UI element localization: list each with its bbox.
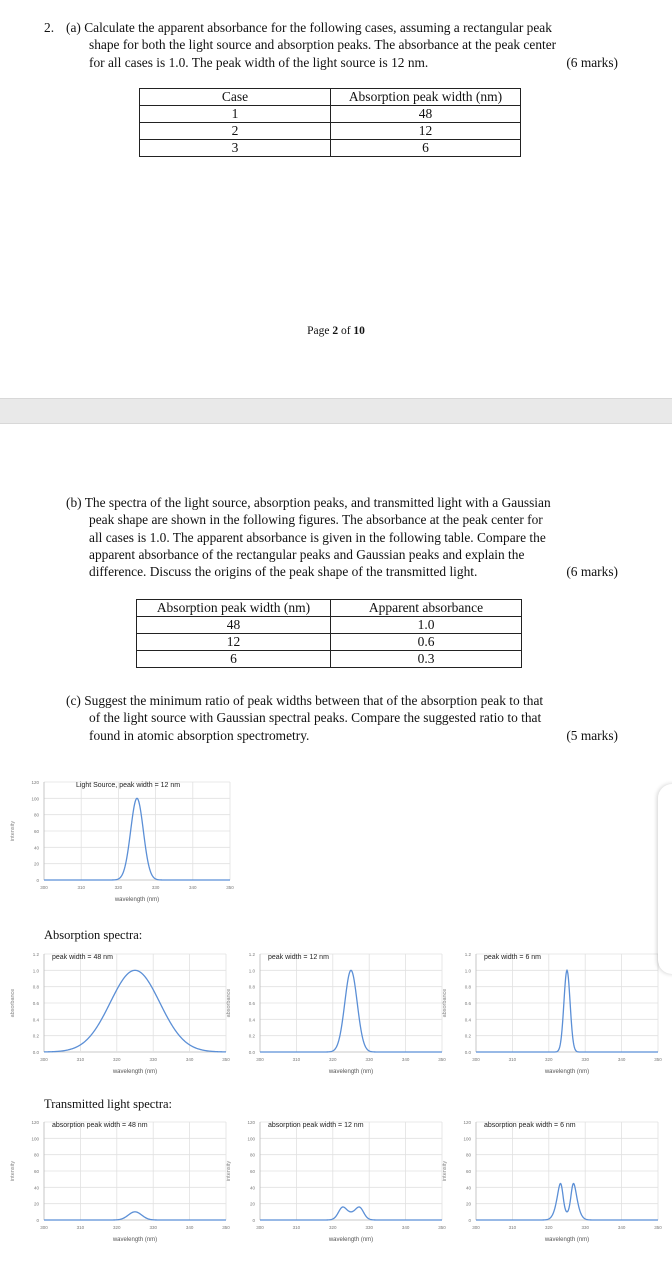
y-tick-label: 120 [31, 1120, 39, 1125]
x-axis-label: wavelength (nm) [544, 1237, 590, 1243]
part-b-line-5 [66, 563, 618, 580]
y-tick-label: 100 [31, 1136, 39, 1142]
part-b-line-2: peak shape are shown in the following figures. The absorbance at the peak center for [89, 512, 543, 528]
part-b-line-4: apparent absorbance of the rectangular peaks and Gaussian peaks and explain the [89, 546, 525, 562]
x-tick-label: 350 [222, 1057, 230, 1062]
x-tick-label: 310 [292, 1225, 301, 1230]
x-tick-label: 300 [256, 1225, 264, 1230]
part-c-line-2: of the light source with Gaussian spectral peaks. Compare the suggested ratio to that [89, 710, 542, 726]
table-cell: 1.0 [331, 617, 522, 634]
y-axis-label: intensity [10, 820, 16, 842]
transmitted-chart-48nm [0, 1112, 240, 1252]
y-tick-label: 0.4 [32, 1017, 39, 1023]
series-line [44, 798, 230, 880]
x-tick-label: 320 [113, 1057, 121, 1062]
y-tick-label: 0 [468, 1218, 471, 1223]
chart-title: absorption peak width = 48 nm [52, 1122, 148, 1129]
part-b-table [136, 599, 522, 668]
y-tick-label: 100 [463, 1136, 471, 1142]
part-b-line-1: (b) The spectra of the light source, absorption peaks, and transmitted light with a Gaussian [66, 495, 551, 510]
y-axis-label: intensity [226, 1160, 232, 1182]
table-row [140, 140, 521, 157]
x-axis-label: wavelength (nm) [112, 1237, 158, 1243]
absorption-chart-48nm [0, 944, 240, 1084]
y-tick-label: 40 [33, 845, 39, 851]
x-tick-label: 300 [40, 1057, 48, 1062]
x-tick-label: 350 [654, 1057, 662, 1062]
table-header: Apparent absorbance [331, 600, 522, 617]
chart-title: absorption peak width = 12 nm [268, 1122, 364, 1129]
page-footer [0, 325, 672, 337]
y-tick-label: 120 [463, 1120, 471, 1125]
table-cell: 12 [331, 123, 521, 140]
x-tick-label: 330 [581, 1057, 589, 1062]
question-number: 2. [44, 20, 55, 35]
x-tick-label: 300 [472, 1225, 480, 1230]
x-tick-label: 310 [508, 1225, 517, 1230]
table-cell: 2 [140, 123, 331, 140]
x-tick-label: 340 [401, 1057, 410, 1062]
x-tick-label: 340 [617, 1057, 626, 1062]
x-tick-label: 310 [76, 1057, 85, 1062]
table-header-row [137, 600, 522, 617]
y-tick-label: 1.2 [248, 952, 255, 957]
x-tick-label: 320 [545, 1225, 553, 1230]
y-axis-label: absorbance [10, 988, 16, 1018]
x-axis-label: wavelength (nm) [328, 1237, 374, 1243]
x-tick-label: 320 [329, 1057, 337, 1062]
x-tick-label: 320 [114, 885, 123, 890]
y-tick-label: 20 [33, 1201, 39, 1207]
part-a-line-3 [66, 54, 618, 71]
y-tick-label: 80 [33, 812, 39, 818]
x-axis-label: wavelength (nm) [328, 1069, 374, 1075]
x-axis-label: wavelength (nm) [112, 1069, 158, 1075]
table-cell: 48 [137, 617, 331, 634]
x-tick-label: 330 [149, 1057, 157, 1062]
table-row [140, 123, 521, 140]
part-c-text [66, 692, 618, 744]
y-tick-label: 0.4 [464, 1017, 471, 1023]
x-tick-label: 310 [77, 885, 85, 890]
y-tick-label: 0.8 [32, 984, 39, 990]
y-tick-label: 0.6 [464, 1001, 471, 1006]
x-tick-label: 330 [149, 1225, 157, 1230]
part-a-text [66, 19, 618, 71]
chart-title: peak width = 48 nm [52, 954, 113, 961]
chart-title: peak width = 6 nm [484, 954, 542, 961]
y-tick-label: 0.8 [464, 984, 471, 990]
part-b-marks: (6 marks) [566, 564, 618, 580]
footer-page-total: 10 [353, 325, 365, 337]
y-tick-label: 0.6 [248, 1001, 255, 1006]
table-cell: 6 [137, 651, 331, 668]
y-tick-label: 20 [465, 1201, 471, 1207]
y-tick-label: 1.2 [464, 952, 471, 957]
y-axis-label: intensity [10, 1160, 16, 1182]
y-tick-label: 0 [36, 1218, 39, 1223]
table-cell: 3 [140, 140, 331, 157]
x-tick-label: 320 [329, 1225, 337, 1230]
y-tick-label: 0.8 [248, 984, 255, 990]
x-tick-label: 300 [40, 1225, 48, 1230]
y-tick-label: 40 [33, 1185, 39, 1191]
x-tick-label: 350 [438, 1225, 446, 1230]
table-row [137, 651, 522, 668]
x-tick-label: 350 [226, 885, 234, 890]
x-tick-label: 330 [151, 885, 160, 890]
x-axis-label: wavelength (nm) [114, 897, 160, 903]
absorption-chart-12nm [216, 944, 452, 1084]
y-axis-label: absorbance [442, 988, 448, 1018]
x-axis-label: wavelength (nm) [544, 1069, 590, 1075]
table-cell: 12 [137, 634, 331, 651]
part-b-line-3: all cases is 1.0. The apparent absorbance is given in the following table. Compare the [89, 529, 546, 545]
table-row [137, 634, 522, 651]
x-tick-label: 330 [581, 1225, 589, 1230]
part-c-line-1: (c) Suggest the minimum ratio of peak widths between that of the absorption peak to that [66, 693, 544, 708]
table-header: Case [140, 89, 331, 106]
table-cell: 0.6 [331, 634, 522, 651]
x-tick-label: 300 [256, 1057, 264, 1062]
x-tick-label: 300 [472, 1057, 480, 1062]
absorption-chart-6nm [432, 944, 668, 1084]
table-header: Absorption peak width (nm) [137, 600, 331, 617]
transmitted-chart-12nm [216, 1112, 452, 1252]
part-c-line-3-text: found in atomic absorption spectrometry. [89, 727, 310, 743]
y-tick-label: 80 [465, 1152, 471, 1158]
y-tick-label: 0.4 [248, 1017, 255, 1023]
x-tick-label: 330 [365, 1057, 373, 1062]
y-tick-label: 20 [33, 861, 39, 867]
series-line [260, 970, 442, 1052]
chart-title: peak width = 12 nm [268, 954, 329, 961]
y-tick-label: 0.2 [32, 1033, 39, 1039]
x-tick-label: 350 [222, 1225, 230, 1230]
y-tick-label: 0.6 [32, 1001, 39, 1006]
y-tick-label: 1.0 [32, 968, 39, 974]
footer-middle: of [338, 325, 354, 337]
x-tick-label: 340 [185, 1225, 194, 1230]
series-line [476, 1184, 658, 1220]
y-tick-label: 60 [249, 1169, 255, 1174]
footer-prefix: Page [307, 325, 333, 337]
series-line [44, 1212, 226, 1220]
part-a-table [139, 88, 521, 157]
y-tick-label: 1.2 [32, 952, 39, 957]
x-tick-label: 340 [401, 1225, 410, 1230]
y-tick-label: 120 [31, 780, 39, 785]
y-tick-label: 0 [252, 1218, 255, 1223]
part-a-marks: (6 marks) [566, 54, 618, 70]
transmitted-chart-6nm [432, 1112, 668, 1252]
x-tick-label: 340 [189, 885, 197, 890]
y-tick-label: 1.0 [248, 968, 255, 974]
table-row [140, 106, 521, 123]
y-tick-label: 60 [465, 1169, 471, 1174]
part-c-line-3 [66, 727, 618, 744]
x-tick-label: 300 [40, 885, 48, 890]
table-row [137, 617, 522, 634]
transmitted-spectra-heading: Transmitted light spectra: [44, 1097, 172, 1111]
y-tick-label: 100 [31, 796, 39, 802]
y-tick-label: 1.0 [464, 968, 471, 974]
series-line [44, 970, 226, 1052]
part-b-line-5-text: difference. Discuss the origins of the peak shape of the transmitted light. [89, 564, 478, 580]
y-tick-label: 0.2 [464, 1033, 471, 1039]
y-tick-label: 40 [465, 1185, 471, 1191]
y-tick-label: 60 [33, 1169, 39, 1174]
y-tick-label: 0.0 [32, 1050, 39, 1055]
y-tick-label: 60 [33, 829, 39, 834]
x-tick-label: 310 [508, 1057, 517, 1062]
y-tick-label: 20 [249, 1201, 255, 1207]
table-cell: 1 [140, 106, 331, 123]
x-tick-label: 320 [545, 1057, 553, 1062]
y-tick-label: 0 [36, 878, 39, 883]
part-a-line-1: (a) Calculate the apparent absorbance for the following cases, assuming a rectangular peak [66, 20, 552, 35]
y-tick-label: 0.2 [248, 1033, 255, 1039]
light-source-chart [0, 772, 245, 912]
chart-title: Light Source, peak width = 12 nm [76, 782, 181, 789]
x-tick-label: 340 [185, 1057, 194, 1062]
absorption-spectra-heading: Absorption spectra: [44, 928, 143, 942]
footer-page-number: 2 [332, 325, 339, 337]
series-line [476, 970, 658, 1052]
table-header: Absorption peak width (nm) [331, 89, 521, 106]
part-c-marks: (5 marks) [566, 727, 618, 743]
y-tick-label: 40 [249, 1185, 255, 1191]
y-tick-label: 120 [247, 1120, 255, 1125]
table-header-row [140, 89, 521, 106]
table-cell: 48 [331, 106, 521, 123]
x-tick-label: 310 [76, 1225, 85, 1230]
x-tick-label: 330 [365, 1225, 373, 1230]
y-tick-label: 80 [249, 1152, 255, 1158]
part-a-line-3-text: for all cases is 1.0. The peak width of the light source is 12 nm. [89, 54, 429, 70]
x-tick-label: 340 [617, 1225, 626, 1230]
x-tick-label: 320 [113, 1225, 121, 1230]
series-line [260, 1207, 442, 1220]
table-cell: 0.3 [331, 651, 522, 668]
x-tick-label: 350 [438, 1057, 446, 1062]
chart-title: absorption peak width = 6 nm [484, 1122, 576, 1129]
y-tick-label: 80 [33, 1152, 39, 1158]
y-tick-label: 100 [247, 1136, 255, 1142]
page-separator [0, 398, 672, 424]
side-panel-handle[interactable] [658, 784, 672, 974]
y-tick-label: 0.0 [464, 1050, 471, 1055]
x-tick-label: 350 [654, 1225, 662, 1230]
y-axis-label: intensity [442, 1160, 448, 1182]
table-cell: 6 [331, 140, 521, 157]
part-a-line-2: shape for both the light source and absorption peaks. The absorbance at the peak center [89, 37, 557, 53]
x-tick-label: 310 [292, 1057, 301, 1062]
y-axis-label: absorbance [226, 988, 232, 1018]
y-tick-label: 0.0 [248, 1050, 255, 1055]
part-b-text [66, 494, 618, 580]
